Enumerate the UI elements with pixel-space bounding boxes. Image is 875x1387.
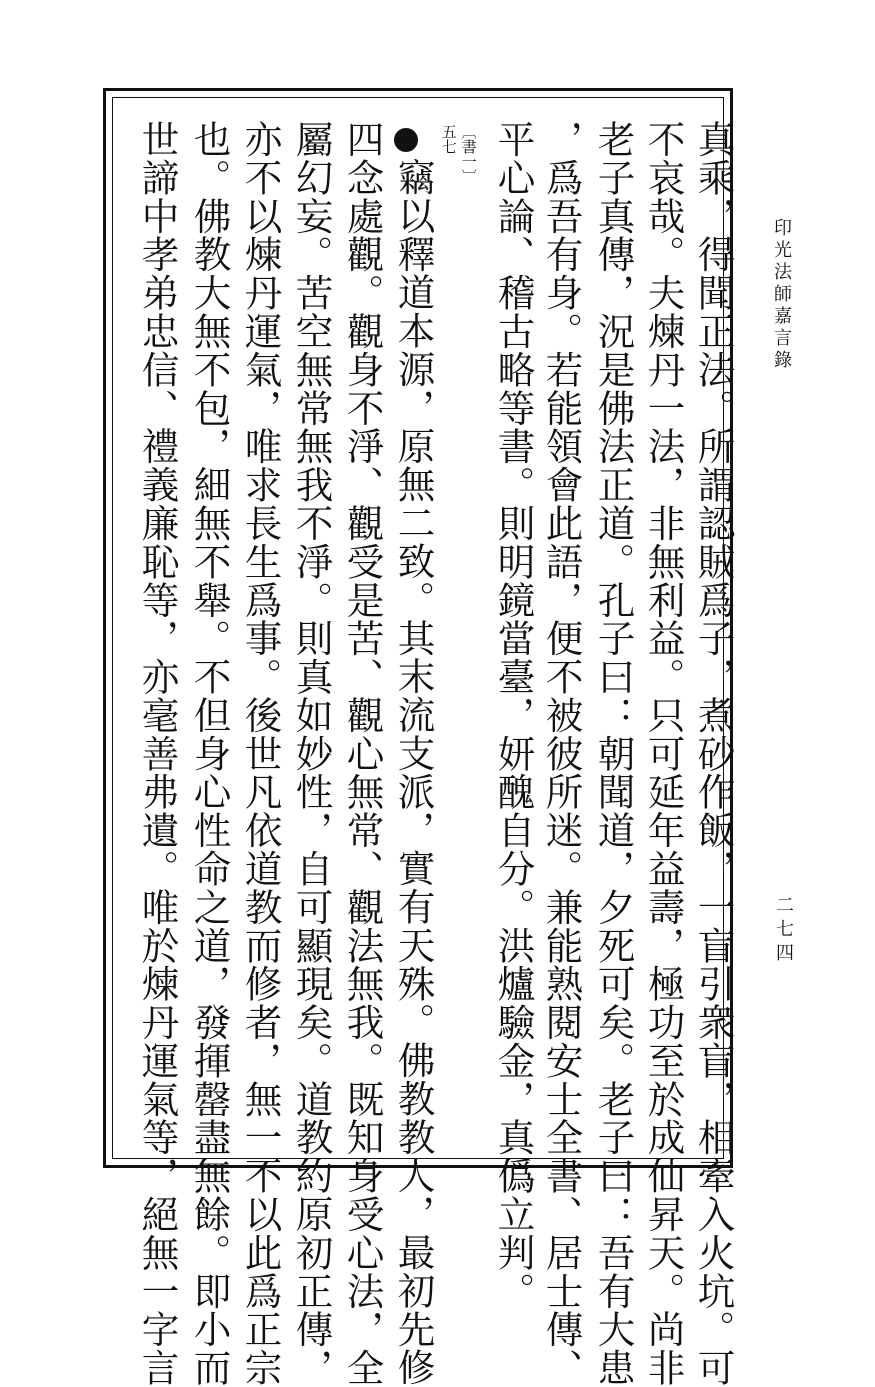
- source-note-number: 五七: [439, 124, 458, 154]
- text-column-3: 老子真傳，況是佛法正道。孔子曰：朝聞道，夕死可矣。老子曰：吾有大患: [591, 120, 636, 1387]
- text-column-9: 亦不以煉丹運氣，唯求長生爲事。後世凡依道教而修者，無一不以此爲正宗: [238, 120, 283, 1387]
- book-title-header: 印光法師嘉言錄: [771, 218, 792, 372]
- text-column-7: 四念處觀。觀身不淨、觀受是苦、觀心無常、觀法無我。既知身受心法，全: [340, 120, 385, 1387]
- text-column-1: 真乘，得聞正法。所謂認賊爲子，煮砂作飯，一盲引衆盲，相牽入火坑。可: [691, 120, 736, 1387]
- entry-bullet-icon: [394, 128, 418, 152]
- text-column-6: 竊以釋道本源，原無二致。其末流支派，實有天殊。佛教教人，最初先修: [391, 158, 436, 1387]
- text-column-2: 不哀哉。夫煉丹一法，非無利益。只可延年益壽，極功至於成仙昇天。尚非: [641, 120, 686, 1387]
- source-note-ref: 〔書一〕: [459, 124, 478, 184]
- page-number: 二七四: [773, 895, 794, 967]
- text-column-4: ，爲吾有身。若能領會此語，便不被彼所迷。兼能熟閱安士全書、居士傳、: [539, 120, 584, 1387]
- text-column-8: 屬幻妄。苦空無常無我不淨。則真如妙性，自可顯現矣。道教約原初正傳，: [289, 120, 334, 1387]
- text-column-5: 平心論、稽古略等書。則明鏡當臺，妍醜自分。洪爐驗金，真僞立判。: [491, 120, 536, 1311]
- text-column-11: 世諦中孝弟忠信、禮義廉恥等，亦毫善弗遺。唯於煉丹運氣等，絕無一字言: [135, 120, 180, 1387]
- text-column-10: 也。佛教大無不包，細無不舉。不但身心性命之道，發揮罄盡無餘。即小而: [187, 120, 232, 1387]
- entry-start: [394, 128, 418, 162]
